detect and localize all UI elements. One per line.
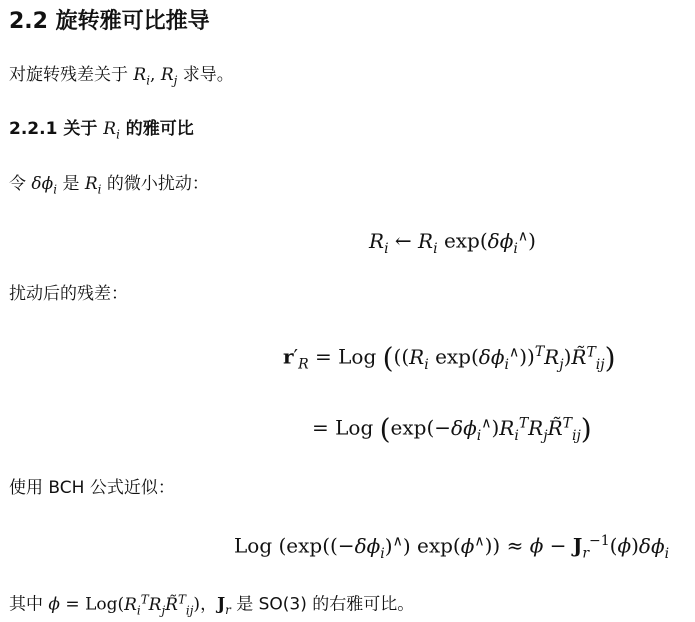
- subsection-title: 2.2.1 关于 $R_i$ 的雅可比: [9, 119, 194, 142]
- after-paragraph: 扰动后的残差：: [9, 284, 128, 304]
- final-paragraph: 其中 $\phi = Log(R_i^TR_jR̃^T_{ij})$，$J_r$ 是 SO(3) 的右雅可比。: [9, 592, 415, 618]
- math-Ri: $R_i$: [103, 119, 120, 142]
- math-Ri: $R_i$: [84, 174, 102, 197]
- document-page: [9, 0, 695, 618]
- math-delta-phi-i: $\delta\phi_i$: [31, 174, 58, 197]
- section-title: 2.2 旋转雅可比推导: [9, 9, 210, 34]
- math-Ri: $R_i$: [133, 65, 151, 88]
- math-Jr: J: [217, 594, 226, 615]
- math-phi: ϕ: [48, 594, 60, 615]
- math-Rj: $R_j$: [160, 65, 178, 88]
- equation-bch: Log $(\exp((-\delta\phi_i)^\wedge) \exp(\phi^\wedge)) \approx \phi - J_r^{-1}(\phi)\delta\phi_i$: [234, 533, 670, 562]
- perturb-paragraph: 令 $\delta\phi_i$ 是 $R_i$ 的微小扰动：: [9, 174, 209, 197]
- bch-paragraph: 使用 BCH 公式近似：: [9, 478, 175, 498]
- intro-prefix: 对旋转残差关于: [9, 65, 134, 85]
- equation-perturbation: $R_i$ ← $R_i$ $\exp(\delta\phi_i^\wedge)$: [369, 228, 536, 257]
- equation-residual-line-1: $r'_R$ = Log ((($R_i$ $\exp(\delta\phi_i^\wedge))^TR_j)R̃^T_{ij}$): [283, 341, 616, 375]
- equation-residual-line-2: = Log $(\exp(-\delta\phi_i^\wedge)R_i^TR_jR̃^T_{ij})$: [312, 412, 592, 446]
- intro-paragraph: 对旋转残差关于 $R_i$, $R_j$ 求导。: [9, 65, 234, 88]
- intro-suffix: 求导。: [177, 65, 234, 85]
